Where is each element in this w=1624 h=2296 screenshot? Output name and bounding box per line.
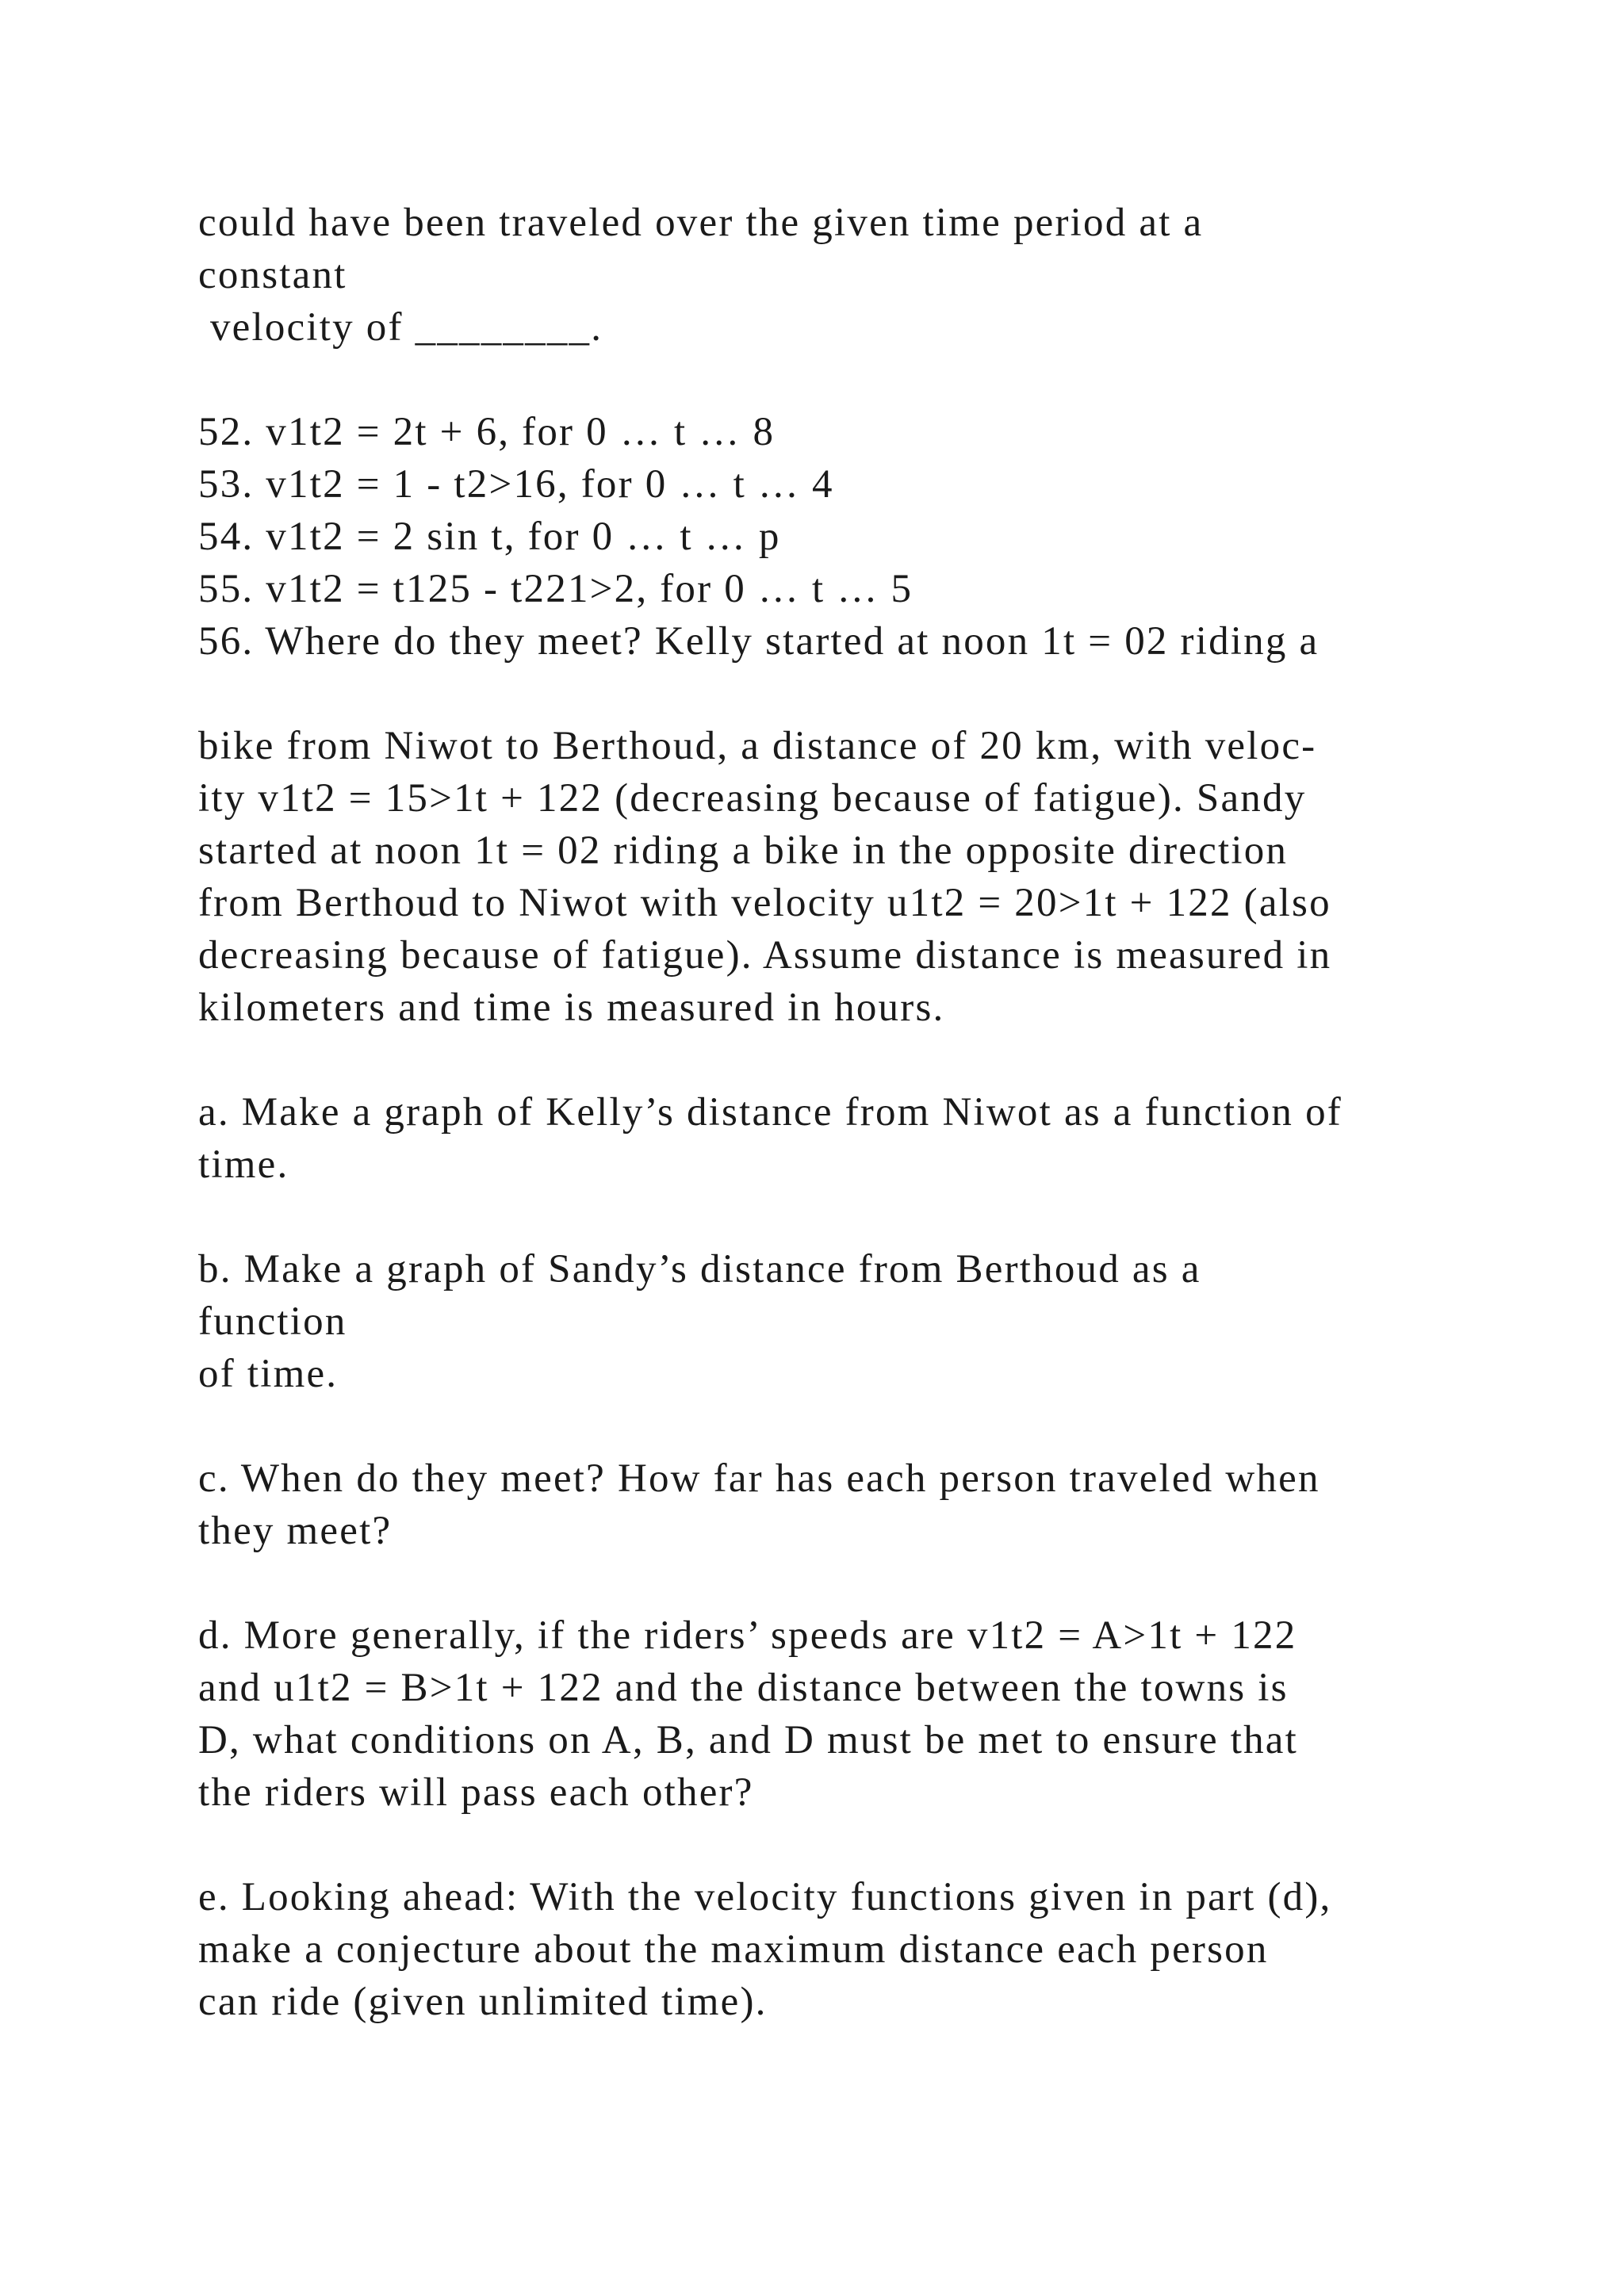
- exercise-54: 54. v1t2 = 2 sin t, for 0 … t … p: [198, 515, 781, 559]
- text-line: they meet?: [198, 1509, 393, 1553]
- blank-line: [198, 1034, 1451, 1086]
- blank-line: [198, 668, 1451, 720]
- text-line: time.: [198, 1142, 289, 1187]
- text-line: ity v1t2 = 15>1t + 122 (decreasing because of fatigue). Sandy: [198, 776, 1307, 821]
- blank-line: [198, 1819, 1451, 1871]
- text-line: bike from Niwot to Berthoud, a distance of 20 km, with veloc-: [198, 724, 1317, 768]
- text-line: started at noon 1t = 02 riding a bike in the opposite direction: [198, 828, 1289, 873]
- part-a: a. Make a graph of Kelly’s distance from Niwot as a function of: [198, 1090, 1342, 1135]
- document-page: [198, 197, 1451, 2028]
- text-line: kilometers and time is measured in hours.: [198, 985, 945, 1030]
- text-line: constant: [198, 253, 347, 297]
- blank-line: [198, 1557, 1451, 1609]
- text-line: the riders will pass each other?: [198, 1770, 754, 1815]
- text-line: from Berthoud to Niwot with velocity u1t2 = 20>1t + 122 (also: [198, 881, 1331, 925]
- blank-line: [198, 1191, 1451, 1243]
- text-line: and u1t2 = B>1t + 122 and the distance between the towns is: [198, 1666, 1289, 1710]
- text-line: can ride (given unlimited time).: [198, 1980, 768, 2024]
- text-line: make a conjecture about the maximum distance each person: [198, 1927, 1269, 1972]
- exercise-56: 56. Where do they meet? Kelly started at noon 1t = 02 riding a: [198, 619, 1320, 664]
- blank-line: [198, 1400, 1451, 1452]
- part-c: c. When do they meet? How far has each person traveled when: [198, 1456, 1320, 1501]
- text-line: D, what conditions on A, B, and D must be met to ensure that: [198, 1718, 1299, 1762]
- part-e: e. Looking ahead: With the velocity functions given in part (d),: [198, 1875, 1332, 1919]
- text-line: could have been traveled over the given time period at a: [198, 201, 1204, 245]
- text-line: velocity of ________.: [198, 305, 603, 350]
- text-line: decreasing because of fatigue). Assume distance is measured in: [198, 933, 1332, 978]
- part-b: b. Make a graph of Sandy’s distance from Berthoud as a: [198, 1247, 1201, 1292]
- part-d: d. More generally, if the riders’ speeds are v1t2 = A>1t + 122: [198, 1613, 1297, 1658]
- exercise-53: 53. v1t2 = 1 - t2>16, for 0 … t … 4: [198, 462, 834, 507]
- blank-line: [198, 354, 1451, 406]
- exercise-55: 55. v1t2 = t125 - t221>2, for 0 … t … 5: [198, 567, 914, 611]
- text-line: function: [198, 1299, 347, 1344]
- text-line: of time.: [198, 1352, 339, 1396]
- exercise-52: 52. v1t2 = 2t + 6, for 0 … t … 8: [198, 410, 776, 454]
